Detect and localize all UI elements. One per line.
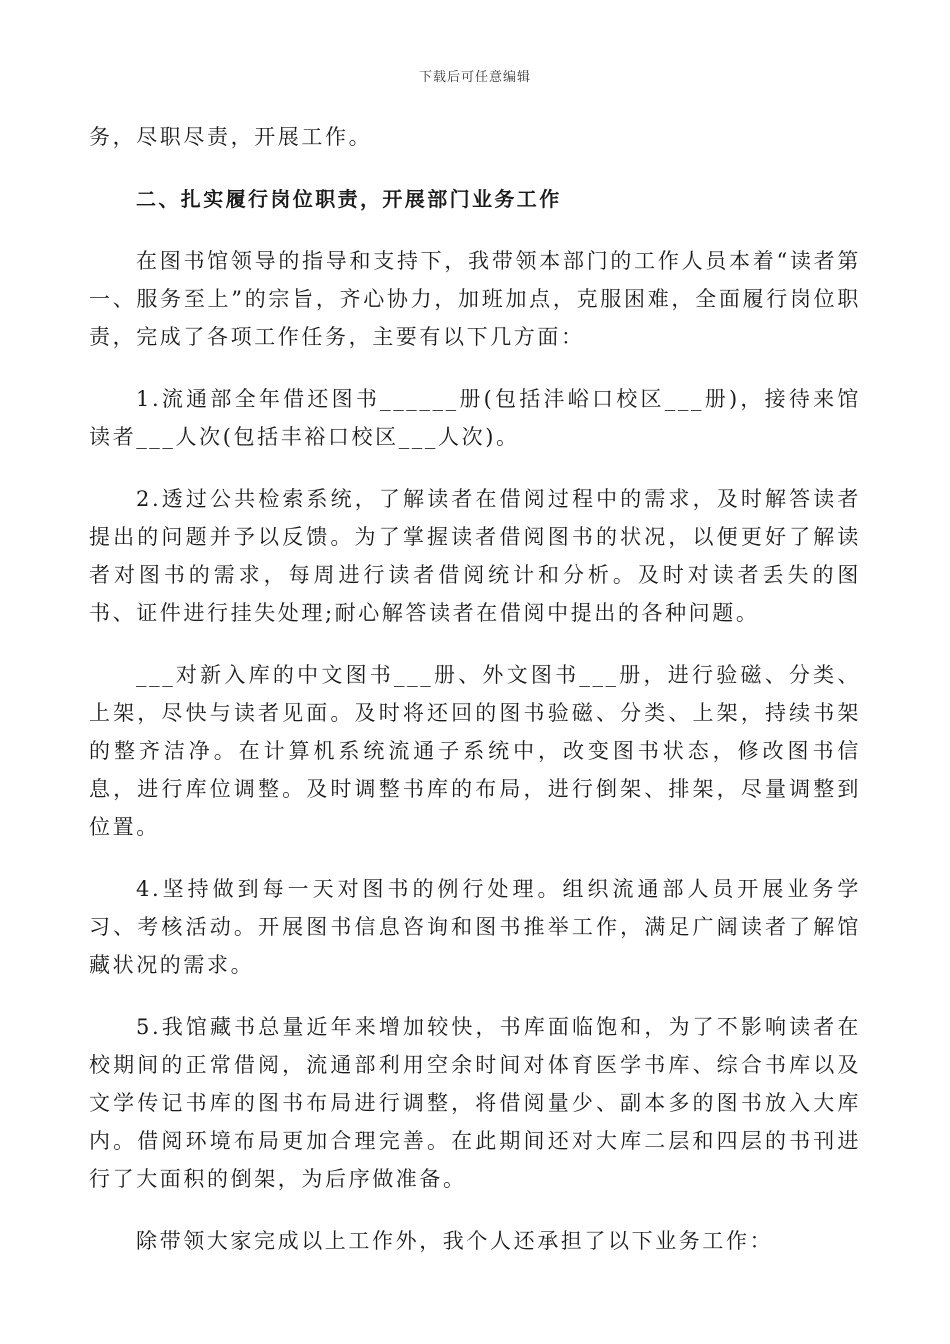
document-body [89, 118, 861, 1260]
paragraph-continuation: 务，尽职尽责，开展工作。 [89, 125, 373, 149]
paragraph-intro: 在图书馆领导的指导和支持下，我带领本部门的工作人员本着“读者第一、服务至上”的宗旨，齐心协力，加班加点，克服困难，全面履行岗位职责，完成了各项工作任务，主要有以下几方面： [89, 249, 861, 349]
paragraph-item-4: 4.坚持做到每一天对图书的例行处理。组织流通部人员开展业务学习、考核活动。开展图书信息咨询和图书推举工作，满足广阔读者了解馆藏状况的需求。 [89, 877, 861, 977]
page-header: 下载后可任意编辑 [418, 70, 531, 85]
paragraph-item-5: 5.我馆藏书总量近年来增加较快，书库面临饱和，为了不影响读者在校期间的正常借阅，流通部利用空余时间对体育医学书库、综合书库以及文学传记书库的图书布局进行调整，将借阅量少、副本多的图书放入大库内。借阅环境布局更加合理完善。在此期间还对大库二层和四层的书刊进行了大面积的倒架，为后序做准备。 [89, 1015, 861, 1191]
section-heading: 二、扎实履行岗位职责，开展部门业务工作 [136, 187, 562, 211]
paragraph-item-1: 1.流通部全年借还图书______册(包括沣峪口校区___册)，接待来馆读者___人次(包括丰裕口校区___人次)。 [89, 387, 861, 449]
paragraph-item-3: ___对新入库的中文图书___册、外文图书___册，进行验磁、分类、上架，尽快与读者见面。及时将还回的图书验磁、分类、上架，持续书架的整齐洁净。在计算机系统流通子系统中，改变图书状态，修改图书信息，进行库位调整。及时调整书库的布局，进行倒架、排架，尽量调整到位置。 [89, 663, 861, 839]
paragraph-closing: 除带领大家完成以上工作外，我个人还承担了以下业务工作： [136, 1229, 774, 1253]
paragraph-item-2: 2.透过公共检索系统，了解读者在借阅过程中的需求，及时解答读者提出的问题并予以反馈。为了掌握读者借阅图书的状况，以便更好了解读者对图书的需求，每周进行读者借阅统计和分析。及时对读者丢失的图书、证件进行挂失处理;耐心解答读者在借阅中提出的各种问题。 [89, 487, 861, 625]
